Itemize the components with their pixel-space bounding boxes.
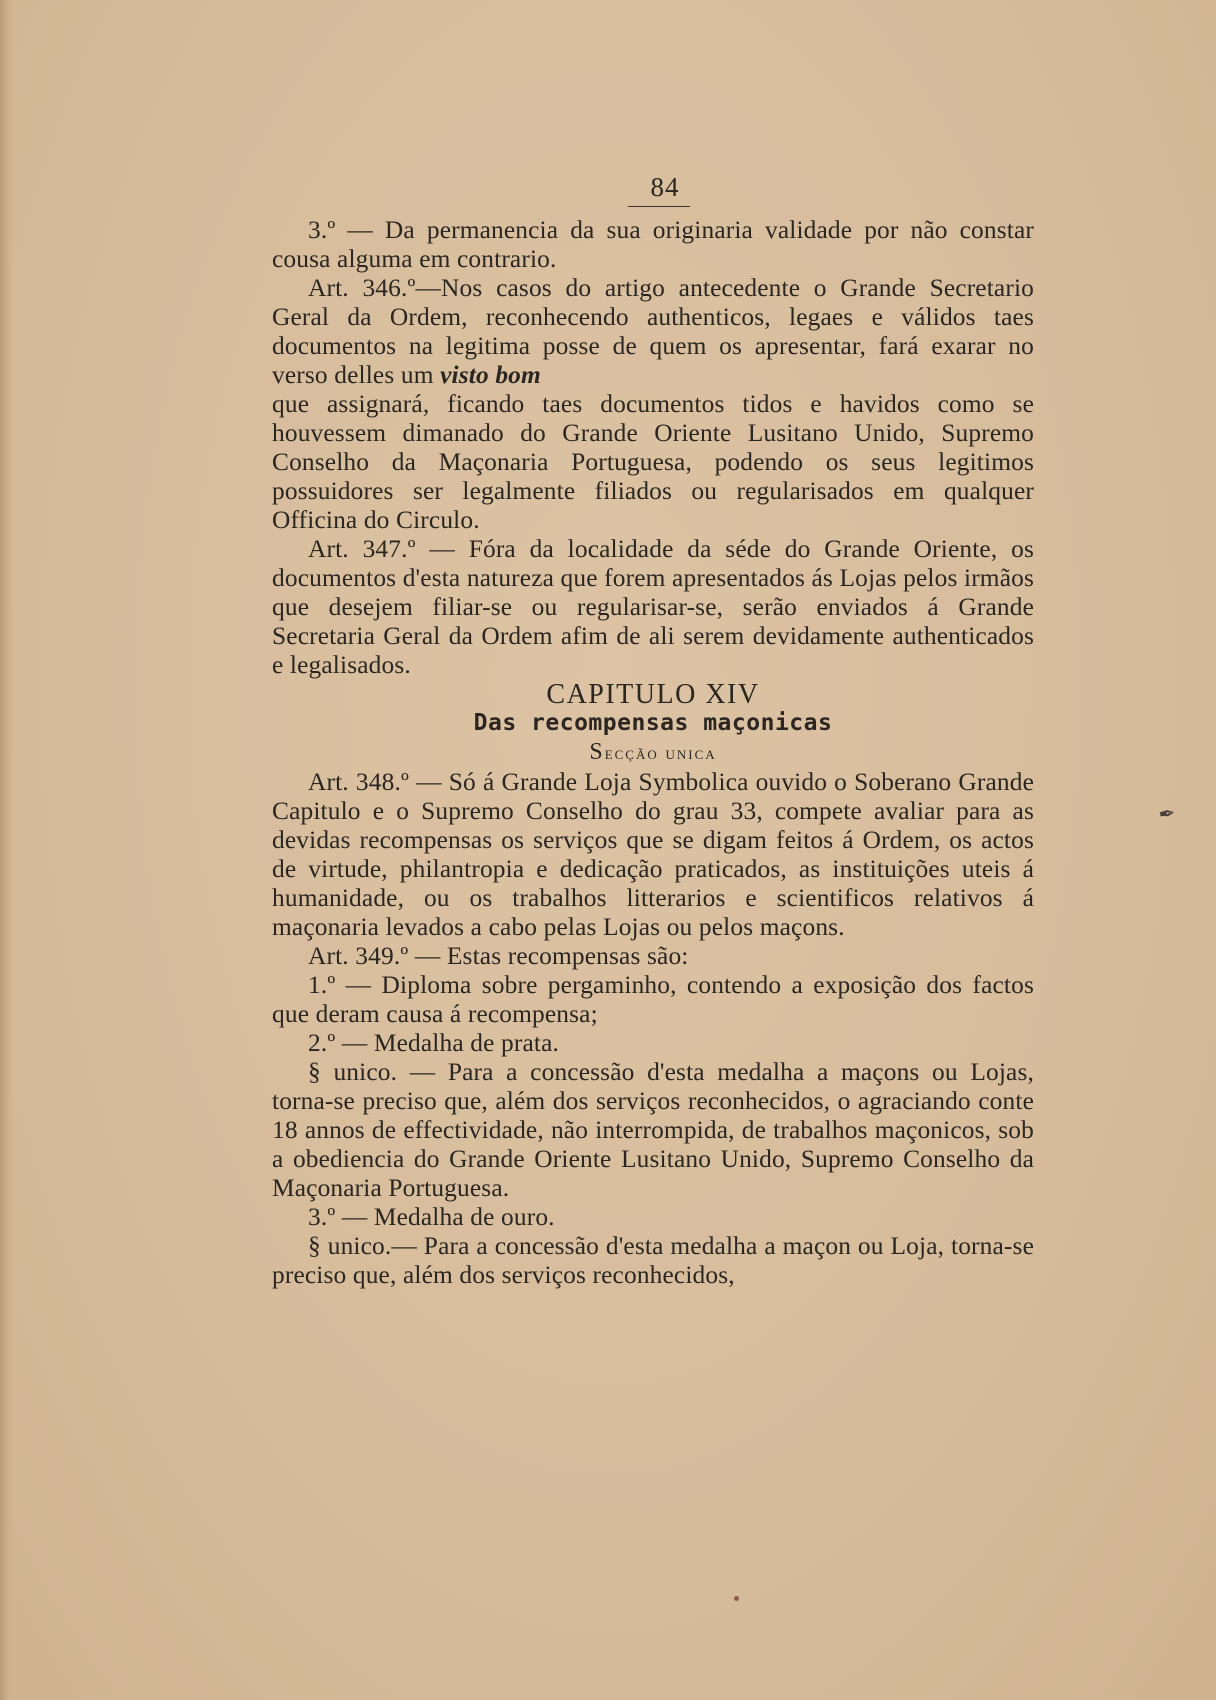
- paragraph-unico-2: § unico.— Para a concessão d'esta medalha a maçon ou Loja, torna-se preciso que, além dos serviços reconhecidos,: [272, 1232, 1034, 1289]
- paragraph-art-349: Art. 349.º — Estas recompensas são:: [308, 942, 689, 970]
- paragraph-item-3: 3.º — Da permanencia da sua originaria validade por não constar cousa alguma em contrario.: [272, 216, 1034, 273]
- chapter-subtitle: Das recompensas maçonicas: [473, 710, 833, 736]
- page-number: 84: [650, 172, 680, 202]
- paragraph-art-347: Art. 347.º — Fóra da localidade da séde do Grande Oriente, os documentos d'esta natureza que forem apresentados ás Lojas pelos irmãos que desejem filiar-se ou regularisar-se, serão enviados á Grande Secretaria Geral da Ordem afim de ali serem devidamente authenticados e legalisados.: [272, 535, 1034, 679]
- section-title: Secção unica: [589, 739, 717, 765]
- paragraph-item-1: 1.º — Diploma sobre pergaminho, contendo a exposição dos factos que deram causa á recompensa;: [272, 971, 1034, 1028]
- ink-mark-icon: ✒: [1157, 802, 1177, 827]
- paragraph-art-346: [272, 274, 1034, 390]
- page-number-rule: [628, 206, 690, 207]
- chapter-title: CAPITULO XIV: [546, 679, 760, 710]
- body-text: [272, 216, 1034, 1290]
- paragraph-art-346-cont: que assignará, ficando taes documentos tidos e havidos como se houvessem dimanado do Grande Oriente Lusitano Unido, Supremo Conselho da Maçonaria Portuguesa, podendo os seus legitimos possuidores ser legalmente filiados ou regularisados em qualquer Officina do Circulo.: [272, 390, 1034, 534]
- paragraph-item-2: 2.º — Medalha de prata.: [308, 1029, 560, 1057]
- stain-dot: [734, 1596, 739, 1601]
- paragraph-unico-1: § unico. — Para a concessão d'esta medalha a maçons ou Lojas, torna-se preciso que, além dos serviços reconhecidos, o agraciando conte 18 annos de effectividade, não interrompida, de trabalhos maçonicos, sob a obediencia do Grande Oriente Lusitano Unido, Supremo Conselho da Maçonaria Portuguesa.: [272, 1058, 1034, 1202]
- page-binding-edge: [0, 0, 14, 1700]
- paragraph-art-348: Art. 348.º — Só á Grande Loja Symbolica ouvido o Soberano Grande Capitulo e o Supremo Conselho do grau 33, compete avaliar para as devidas recompensas os serviços que se digam feitos á Ordem, os actos de virtude, philantropia e dedicação praticados, as instituições uteis á humanidade, ou os trabalhos litterarios e scientificos relativos á maçonaria levados a cabo pelas Lojas ou pelos maçons.: [272, 768, 1034, 941]
- visto-bom-emphasis: visto bom: [440, 361, 541, 389]
- paragraph-art-346-text: Art. 346.º—Nos casos do artigo antecedente o Grande Secretario Geral da Ordem, reconhecendo authenticos, legaes e válidos taes documentos na legitima posse de quem os apresentar, fará exarar no verso delles um: [272, 274, 1034, 389]
- paragraph-item-3b: 3.º — Medalha de ouro.: [308, 1203, 555, 1231]
